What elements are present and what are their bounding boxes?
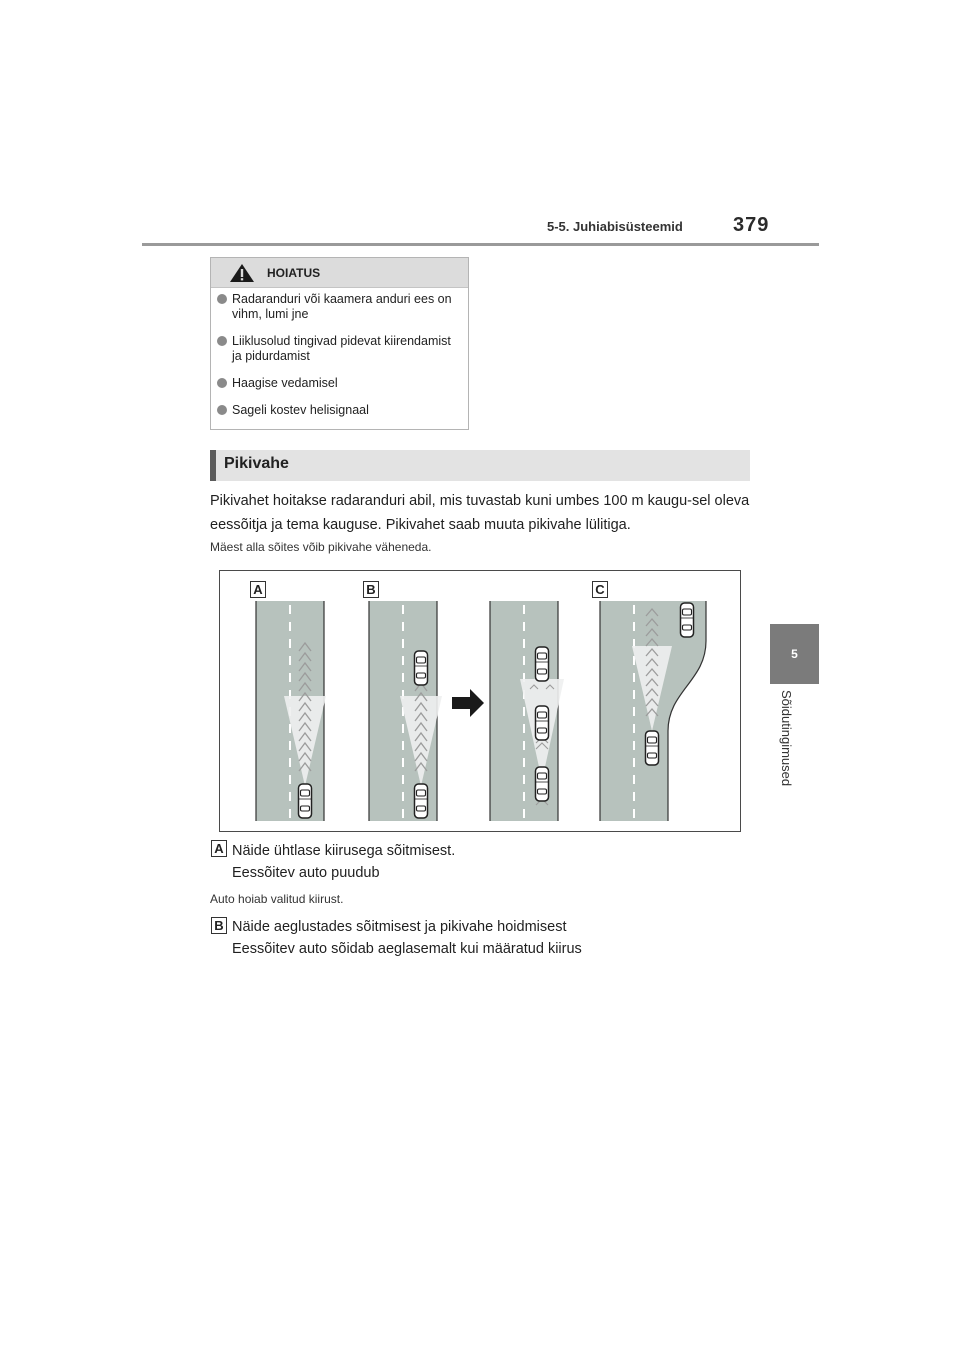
caption-badge-b: B bbox=[211, 917, 227, 934]
road-b-result bbox=[490, 601, 564, 821]
caption-a-subtitle: Eessõitev auto puudub bbox=[232, 865, 380, 881]
warning-item bbox=[217, 334, 460, 376]
section-title-bar bbox=[210, 450, 750, 481]
chapter-tab bbox=[770, 624, 819, 684]
bullet-icon bbox=[217, 294, 227, 304]
header-divider bbox=[142, 243, 819, 246]
transition-arrow-icon bbox=[452, 689, 484, 717]
warning-item bbox=[217, 403, 460, 430]
section-title: Pikivahe bbox=[224, 455, 289, 472]
section-accent bbox=[210, 450, 216, 481]
figure-label-c: C bbox=[592, 581, 608, 598]
road-c bbox=[600, 601, 706, 821]
warning-item bbox=[217, 376, 460, 403]
caption-a-note: Auto hoiab valitud kiirust. bbox=[210, 892, 344, 906]
road-b bbox=[369, 601, 442, 821]
bullet-icon bbox=[217, 336, 227, 346]
warning-item-text: Haagise vedamisel bbox=[232, 376, 338, 390]
warning-item bbox=[217, 292, 460, 334]
figure-label-a: A bbox=[250, 581, 266, 598]
caption-a-title: Näide ühtlase kiirusega sõitmisest. bbox=[232, 843, 456, 859]
page-number: 379 bbox=[733, 214, 770, 236]
warning-icon bbox=[229, 263, 255, 283]
warning-list bbox=[211, 288, 468, 430]
section-heading: 5-5. Juhiabisüsteemid bbox=[547, 219, 683, 234]
bullet-icon bbox=[217, 405, 227, 415]
distance-illustration bbox=[219, 570, 741, 832]
lane-diagram bbox=[220, 571, 740, 831]
chapter-label: Sõidutingimused bbox=[779, 690, 794, 787]
road-a bbox=[256, 601, 326, 821]
warning-item-text: Radaranduri või kaamera anduri ees on vihm, lumi jne bbox=[232, 292, 452, 321]
warning-item-text: Sageli kostev helisignaal bbox=[232, 403, 369, 417]
warning-item-text: Liiklusolud tingivad pidevat kiirendamist ja pidurdamist bbox=[232, 334, 451, 363]
figure-label-b: B bbox=[363, 581, 379, 598]
section-body: Pikivahet hoitakse radaranduri abil, mis tuvastab kuni umbes 100 m kaugu-sel oleva eessõitja ja tema kauguse. Pikivahet saab muuta pikivahe lülitiga. bbox=[210, 493, 750, 533]
caption-b-title: Näide aeglustades sõitmisest ja pikivahe hoidmisest bbox=[232, 919, 567, 935]
chapter-number: 5 bbox=[791, 647, 798, 661]
caption-b-subtitle: Eessõitev auto sõidab aeglasemalt kui määratud kiirus bbox=[232, 941, 582, 957]
warning-header bbox=[211, 258, 468, 288]
caption-badge-a: A bbox=[211, 840, 227, 857]
warning-title: HOIATUS bbox=[267, 265, 321, 280]
bullet-icon bbox=[217, 378, 227, 388]
section-note: Mäest alla sõites võib pikivahe väheneda. bbox=[210, 540, 432, 554]
warning-box bbox=[210, 257, 469, 430]
